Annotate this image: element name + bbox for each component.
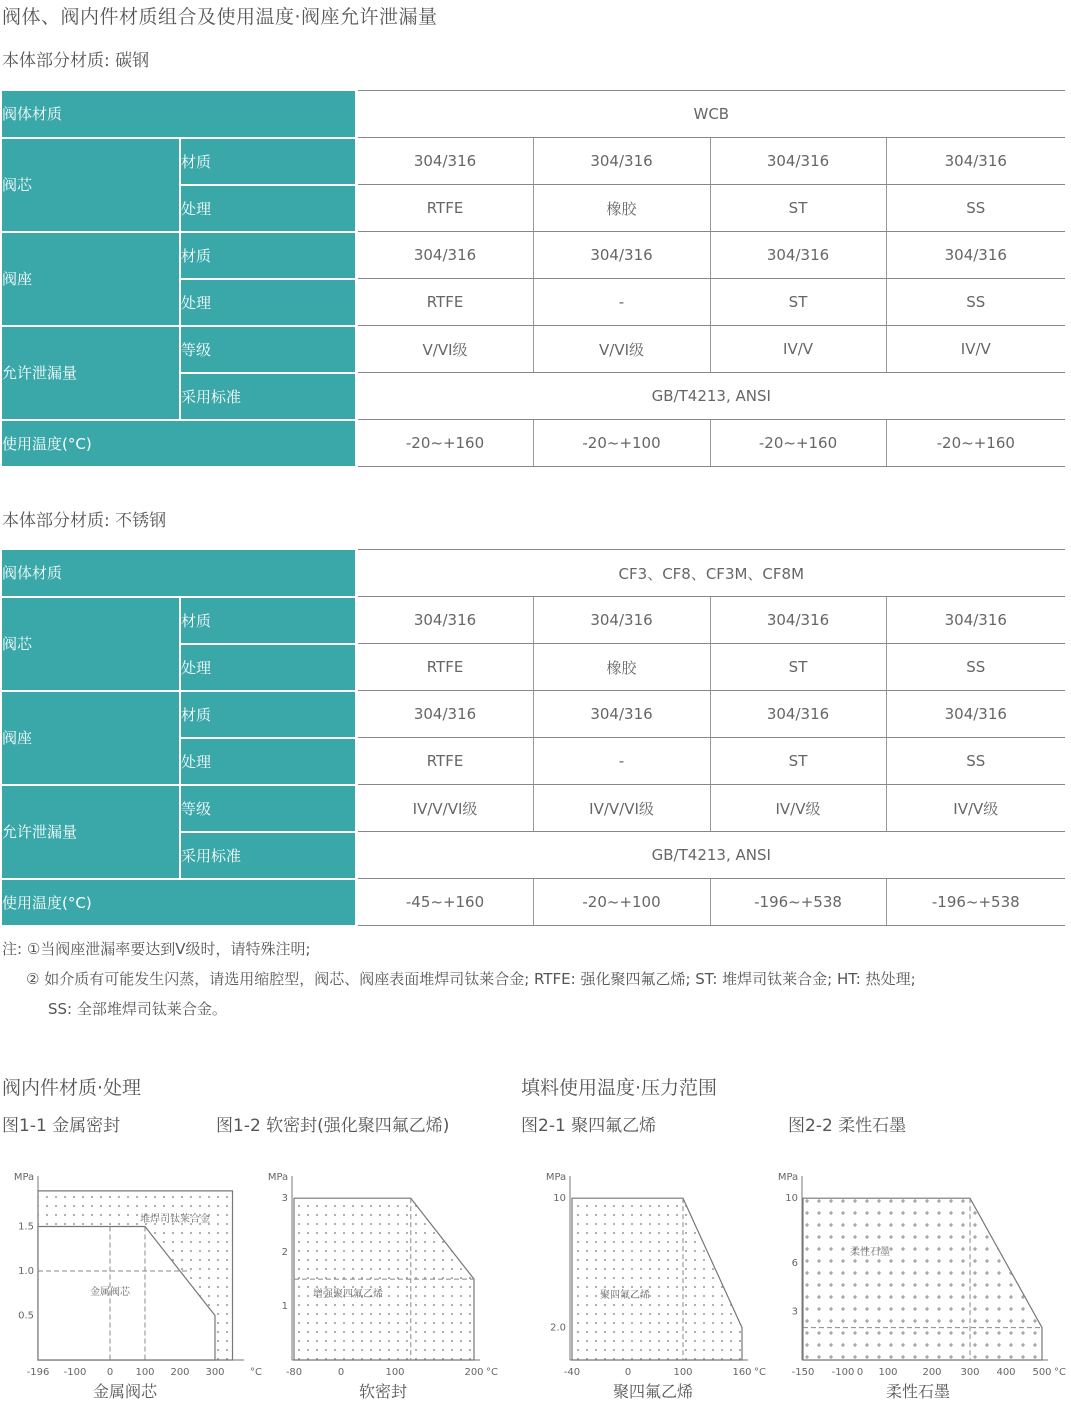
seat-treatment-label: 处理 xyxy=(180,279,356,326)
disc-material-label: 材质 xyxy=(180,138,356,185)
table-cell: 304/316 xyxy=(533,138,710,185)
table-cell: IV/V xyxy=(886,326,1065,373)
x-tick-label: 0 xyxy=(624,1367,632,1378)
disc-treatment-label: 处理 xyxy=(180,185,356,232)
x-tick-label: -100 xyxy=(831,1367,855,1378)
x-tick-label: 300 xyxy=(205,1367,225,1378)
seat-label: 阀座 xyxy=(2,232,180,326)
seat-label: 阀座 xyxy=(2,691,180,785)
y-tick-label: 1 xyxy=(281,1301,288,1313)
y-tick-label: 3 xyxy=(281,1193,288,1205)
x-unit-label: °C xyxy=(754,1367,766,1378)
table-cell: ST xyxy=(710,279,886,326)
body-material-value: WCB xyxy=(356,91,1065,138)
notes xyxy=(2,934,916,1024)
y-tick-label: 3 xyxy=(791,1306,798,1318)
y-tick-label: 10 xyxy=(785,1193,798,1205)
series-label: 金属阀芯 xyxy=(90,1287,130,1298)
disc-label: 阀芯 xyxy=(2,597,180,691)
y-axis-label: MPa xyxy=(267,1172,289,1183)
table-cell: -196~+538 xyxy=(710,879,886,926)
x-tick-label: 0 xyxy=(856,1367,864,1378)
grade-label: 等级 xyxy=(180,785,356,832)
table-cell: 橡胶 xyxy=(533,185,710,232)
seat-treatment-label: 处理 xyxy=(180,738,356,785)
table-cell: ST xyxy=(710,644,886,691)
table-cell: 304/316 xyxy=(356,138,533,185)
fig-title-2-2: 图2-2 柔性石墨 xyxy=(788,1116,907,1136)
body-material-label: 阀体材质 xyxy=(2,91,356,138)
page-title: 阀体、阀内件材质组合及使用温度·阀座允许泄漏量 xyxy=(2,6,438,28)
fig-title-2-1: 图2-1 聚四氟乙烯 xyxy=(521,1116,657,1136)
table-cell: 304/316 xyxy=(710,597,886,644)
y-tick-label: 1.5 xyxy=(18,1221,34,1233)
standard-value: GB/T4213, ANSI xyxy=(356,832,1065,879)
series-label: 聚四氟乙烯 xyxy=(600,1290,650,1301)
chart-caption-4: 柔性石墨 xyxy=(885,1382,950,1401)
table-cell: IV/V/VI级 xyxy=(356,785,533,832)
grade-label: 等级 xyxy=(180,326,356,373)
chart-caption-3: 聚四氟乙烯 xyxy=(612,1382,693,1401)
table-cell: 304/316 xyxy=(886,691,1065,738)
table-cell: -20~+160 xyxy=(886,420,1065,467)
x-unit-label: °C xyxy=(1054,1367,1066,1378)
x-tick-label: -80 xyxy=(285,1367,303,1378)
x-tick-label: 100 xyxy=(878,1367,898,1378)
y-axis-label: MPa xyxy=(545,1172,567,1183)
table-cell: IV/V级 xyxy=(710,785,886,832)
x-tick-label: 0 xyxy=(337,1367,345,1378)
fig-title-1-1: 图1-1 金属密封 xyxy=(2,1116,121,1136)
chart-area-3-1 xyxy=(572,1198,742,1360)
y-tick-label: 10 xyxy=(553,1193,566,1205)
y-axis-label: MPa xyxy=(777,1172,799,1183)
table-cell: -20~+160 xyxy=(710,420,886,467)
table-cell: 304/316 xyxy=(356,691,533,738)
x-tick-label: 300 xyxy=(960,1367,980,1378)
series-label: 柔性石墨 xyxy=(850,1247,890,1258)
table-cell: 304/316 xyxy=(710,232,886,279)
fig-title-1-2: 图1-2 软密封(强化聚四氟乙烯) xyxy=(216,1116,450,1136)
table-cell: 304/316 xyxy=(533,597,710,644)
y-tick-label: 1.0 xyxy=(18,1266,34,1277)
x-tick-label: -100 xyxy=(63,1367,87,1378)
x-tick-label: 160 xyxy=(732,1367,752,1378)
y-tick-label: 6 xyxy=(791,1257,798,1269)
table1-caption: 本体部分材质: 碳钢 xyxy=(2,51,150,71)
section-right-title: 填料使用温度·压力范围 xyxy=(521,1077,718,1099)
table-cell: -196~+538 xyxy=(886,879,1065,926)
table-cell: 304/316 xyxy=(886,138,1065,185)
body-material-value: CF3、CF8、CF3M、CF8M xyxy=(356,550,1065,597)
table-cell: IV/V/VI级 xyxy=(533,785,710,832)
standard-value: GB/T4213, ANSI xyxy=(356,373,1065,420)
charts-area xyxy=(0,1150,1071,1400)
table-cell: RTFE xyxy=(356,738,533,785)
table-carbon-steel xyxy=(2,90,1065,468)
table-cell: SS xyxy=(886,738,1065,785)
table-cell: V/VI级 xyxy=(533,326,710,373)
section-left-title: 阀内件材质·处理 xyxy=(2,1077,142,1099)
table-cell: - xyxy=(533,279,710,326)
disc-label: 阀芯 xyxy=(2,138,180,232)
x-tick-label: -196 xyxy=(26,1367,50,1378)
table-cell: 304/316 xyxy=(710,691,886,738)
seat-material-label: 材质 xyxy=(180,232,356,279)
y-tick-label: 2.0 xyxy=(550,1322,566,1334)
x-tick-label: -150 xyxy=(791,1367,815,1378)
x-tick-label: 100 xyxy=(385,1367,405,1378)
standard-label: 采用标准 xyxy=(180,373,356,420)
disc-treatment-label: 处理 xyxy=(180,644,356,691)
series-label: 增强聚四氟乙烯 xyxy=(313,1289,383,1300)
standard-label: 采用标准 xyxy=(180,832,356,879)
note-line-1: 注: ①当阀座泄漏率要达到V级时，请特殊注明; xyxy=(2,940,311,958)
chart-caption-1: 金属阀芯 xyxy=(92,1382,157,1401)
leak-label: 允许泄漏量 xyxy=(2,785,180,879)
x-tick-label: 200 xyxy=(170,1367,190,1378)
x-tick-label: 200 xyxy=(464,1367,484,1378)
table-cell: ST xyxy=(710,185,886,232)
table-cell: - xyxy=(533,738,710,785)
body-material-label: 阀体材质 xyxy=(2,550,356,597)
series-label: 堆焊司钛莱合金 xyxy=(140,1214,210,1225)
x-tick-label: 100 xyxy=(135,1367,155,1378)
table-cell: 304/316 xyxy=(533,232,710,279)
table-cell: 304/316 xyxy=(710,138,886,185)
temp-label: 使用温度(°C) xyxy=(2,879,356,926)
note-line-2: ② 如介质有可能发生闪蒸，请选用缩腔型，阀芯、阀座表面堆焊司钛莱合金; RTFE: 强化聚四氟乙烯; ST: 堆焊司钛莱合金; HT: 热处理; xyxy=(26,970,916,988)
x-unit-label: °C xyxy=(250,1367,262,1378)
table-cell: 橡胶 xyxy=(533,644,710,691)
table-cell: SS xyxy=(886,644,1065,691)
temp-label: 使用温度(°C) xyxy=(2,420,356,467)
y-tick-label: 2 xyxy=(281,1247,288,1259)
table-cell: -20~+100 xyxy=(533,420,710,467)
table-cell: RTFE xyxy=(356,279,533,326)
table-cell: SS xyxy=(886,279,1065,326)
table-cell: ST xyxy=(710,738,886,785)
table-cell: SS xyxy=(886,185,1065,232)
table-cell: 304/316 xyxy=(356,232,533,279)
table-cell: IV/V xyxy=(710,326,886,373)
chart-area-4-1 xyxy=(803,1198,1042,1360)
x-unit-label: °C xyxy=(486,1367,498,1378)
table-cell: RTFE xyxy=(356,185,533,232)
table-cell: 304/316 xyxy=(886,232,1065,279)
y-tick-label: 0.5 xyxy=(18,1310,34,1322)
table-cell: IV/V级 xyxy=(886,785,1065,832)
table-cell: RTFE xyxy=(356,644,533,691)
x-tick-label: 0 xyxy=(106,1367,114,1378)
x-tick-label: 500 xyxy=(1032,1367,1052,1378)
table-cell: -20~+100 xyxy=(533,879,710,926)
x-tick-label: -40 xyxy=(563,1367,581,1378)
note-line-3: SS: 全部堆焊司钛莱合金。 xyxy=(48,1000,227,1018)
x-tick-label: 400 xyxy=(996,1367,1016,1378)
table2-caption: 本体部分材质: 不锈钢 xyxy=(2,511,167,531)
leak-label: 允许泄漏量 xyxy=(2,326,180,420)
y-axis-label: MPa xyxy=(13,1172,35,1183)
disc-material-label: 材质 xyxy=(180,597,356,644)
table-stainless-steel xyxy=(2,549,1065,927)
x-tick-label: 100 xyxy=(673,1367,693,1378)
x-tick-label: 200 xyxy=(922,1367,942,1378)
table-cell: V/VI级 xyxy=(356,326,533,373)
table-cell: 304/316 xyxy=(533,691,710,738)
seat-material-label: 材质 xyxy=(180,691,356,738)
table-cell: -45~+160 xyxy=(356,879,533,926)
table-cell: 304/316 xyxy=(356,597,533,644)
table-cell: -20~+160 xyxy=(356,420,533,467)
chart-caption-2: 软密封 xyxy=(358,1382,407,1401)
table-cell: 304/316 xyxy=(886,597,1065,644)
